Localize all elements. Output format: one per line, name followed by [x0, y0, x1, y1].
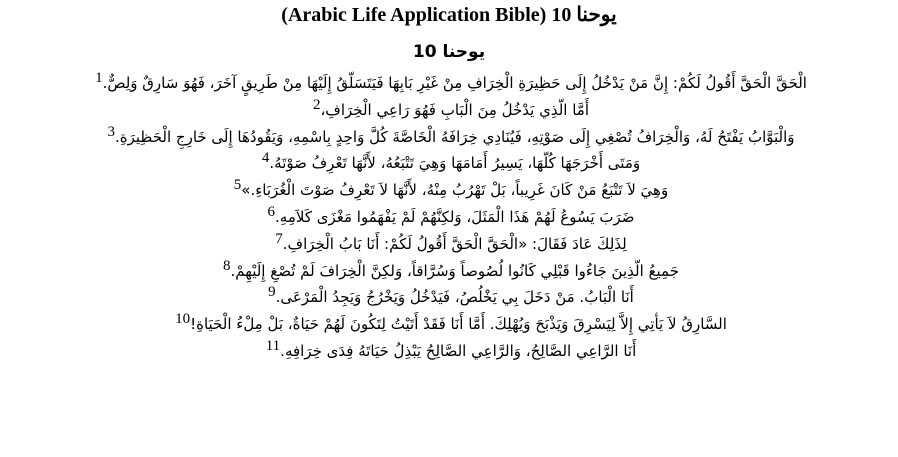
verse-number: 1 — [95, 71, 103, 86]
verse-number: 11 — [265, 338, 281, 354]
chapter-heading: يوحنا 10 — [412, 42, 486, 62]
verse-11 — [10, 339, 888, 366]
verse-text: جَمِيعُ الَّذِينَ جَاءُوا قَبْلِي كَانُوا لُصُوصاً وَسُرَّاقاً، وَلكِنَّ الْخِرَافَ لَمْ تُصْغِ إِلَيْهِمْ. — [230, 261, 679, 280]
verse-text: السَّارِقُ لاَ يَأْتِي إِلاَّ لِيَسْرِقَ وَيَذْبَحَ وَيُهْلِكَ. أَمَّا أَنَا فَقَدْ أَتَيْتُ لِتَكُونَ لَهُمْ حَيَاةٌ، بَلْ مِلْءُ الْحَيَاةِ! — [190, 315, 727, 334]
verse-number: 8 — [223, 258, 231, 274]
verse-number: 9 — [268, 285, 276, 301]
verse-text: وَمَتَى أَخْرَجَهَا كُلَّهَا، يَسِيرُ أَمَامَهَا وَهِيَ تَتْبَعُهُ، لأَنَّهَا تَعْرِفُ صَوْتَهُ. — [269, 154, 641, 173]
verse-7 — [10, 232, 888, 259]
document-title: يوحنا 10 (Arabic Life Application Bible) — [281, 4, 617, 26]
verse-9 — [10, 285, 888, 312]
verse-number: 7 — [275, 231, 283, 247]
verse-text: لِذَلِكَ عَادَ فَقَالَ: «الْحَقَّ الْحَقَّ أَقُولُ لَكُمْ: أَنَا بَابُ الْخِرَافِ. — [282, 234, 627, 253]
verse-number: 4 — [261, 151, 270, 167]
verse-number: 3 — [107, 124, 115, 140]
verse-4 — [10, 151, 888, 178]
verse-3 — [10, 125, 888, 152]
verse-5 — [10, 178, 888, 205]
verse-number: 10 — [175, 312, 191, 328]
verse-1 — [10, 71, 888, 98]
verse-text: أَنَا الرَّاعِي الصَّالِحُ، وَالرَّاعِي الصَّالِحُ يَبْذِلُ حَيَاتَهُ فِدَى خِرَافِهِ. — [280, 341, 637, 360]
verse-text: وَالْبَوَّابُ يَفْتَحُ لَهُ، وَالْخِرَافُ تُصْغِي إِلَى صَوْتِهِ، فَيُنَادِي خِرَافَهُ الْخَاصَّةَ كُلَّ وَاحِدٍ بِاسْمِهِ، وَيَقُودُهَا إِلَى خَارِجِ الْحَظِيرَةِ. — [114, 127, 795, 146]
verse-number: 5 — [233, 178, 242, 194]
verse-number: 6 — [267, 204, 276, 220]
verse-text: وَهِيَ لاَ تَتْبَعُ مَنْ كَانَ غَرِيباً، بَلْ تَهْرُبُ مِنْهُ، لأَنَّهَا لاَ تَعْرِفُ صَوْتَ الْغُرَبَاءِ.» — [241, 181, 669, 200]
verse-number: 2 — [312, 97, 321, 113]
verse-text: أَنَا الْبَابُ. مَنْ دَخَلَ بِي يَخْلُصُ، فَيَدْخُلُ وَيَخْرُجُ وَيَجِدُ الْمَرْعَى. — [275, 288, 634, 307]
verse-6 — [10, 205, 888, 232]
verse-8 — [10, 259, 888, 286]
verse-text: الْحَقَّ الْحَقَّ أَقُولُ لَكُمْ: إِنَّ مَنْ يَدْخُلُ إِلَى حَظِيرَةِ الْخِرَافِ مِنْ غَيْرِ بَابِهَا فَيَتَسَلَّقُ إِلَيْهَا مِنْ طَرِيقٍ آخَرَ، فَهُوَ سَارِقٌ وَلِصٌّ. — [102, 74, 807, 92]
verse-2 — [10, 98, 888, 125]
verse-text: أَمَّا الَّذِي يَدْخُلُ مِنَ الْبَابِ فَهُوَ رَاعِي الْخِرَافِ، — [320, 100, 590, 119]
verse-10 — [10, 312, 888, 339]
verse-list — [0, 71, 898, 366]
verse-text: ضَرَبَ يَسُوعُ لَهُمْ هَذَا الْمَثَلَ، وَلكِنَّهُمْ لَمْ يَفْهَمُوا مَغْزَى كَلاَمِهِ. — [275, 207, 635, 226]
